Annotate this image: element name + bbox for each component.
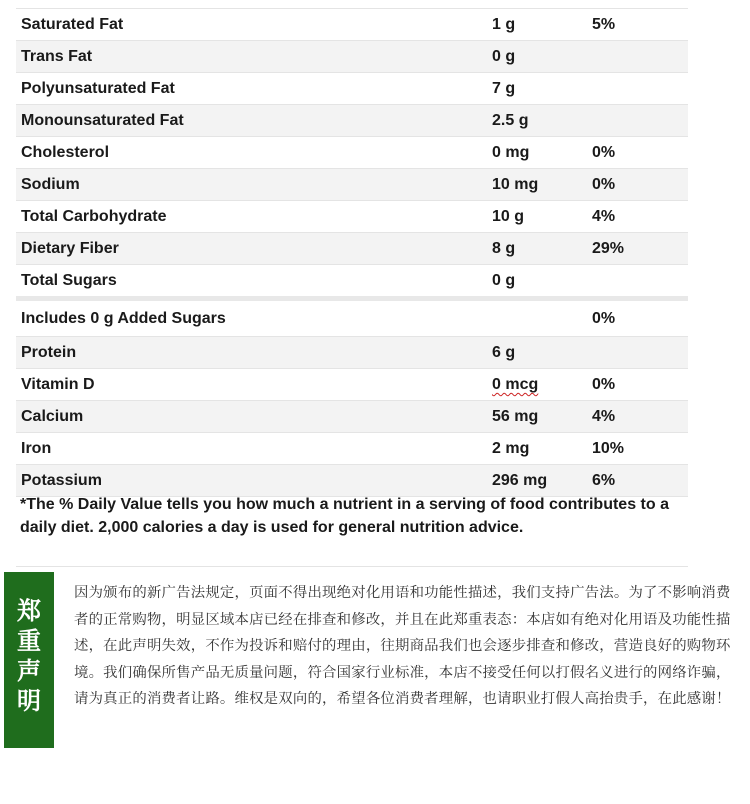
nutrient-name: Vitamin D	[21, 376, 95, 393]
nutrient-amount: 0 g	[492, 272, 516, 289]
table-row	[16, 201, 688, 233]
nutrient-daily-value: 4%	[592, 208, 616, 225]
table-row	[16, 105, 688, 137]
nutrient-amount: 10 mg	[492, 176, 539, 193]
table-row	[16, 265, 688, 301]
nutrient-daily-value: 0%	[592, 376, 616, 393]
table-row	[16, 337, 688, 369]
table-row	[16, 433, 688, 465]
table-row	[16, 41, 688, 73]
nutrient-amount: 1 g	[492, 16, 516, 33]
nutrient-amount: 296 mg	[492, 472, 548, 489]
table-row	[16, 301, 688, 337]
nutrient-name: Total Carbohydrate	[21, 208, 167, 225]
nutrient-daily-value: 10%	[592, 440, 625, 457]
table-row	[16, 465, 688, 497]
nutrient-amount: 0 mcg	[492, 376, 539, 393]
nutrient-amount: 2.5 g	[492, 112, 529, 129]
nutrient-name: Protein	[21, 344, 77, 361]
nutrient-name: Potassium	[21, 472, 102, 489]
nutrient-amount: 7 g	[492, 80, 516, 97]
notice-title: 郑 重 声 明	[17, 597, 41, 715]
table-row	[16, 233, 688, 265]
nutrient-daily-value: 0%	[592, 310, 616, 327]
nutrient-name: Monounsaturated Fat	[21, 112, 184, 129]
nutrient-name: Saturated Fat	[21, 16, 124, 33]
section-divider	[16, 566, 688, 567]
table-row	[16, 73, 688, 105]
nutrient-daily-value: 5%	[592, 16, 616, 33]
table-row	[16, 169, 688, 201]
nutrient-name: Calcium	[21, 408, 84, 425]
nutrient-name: Trans Fat	[21, 48, 93, 65]
notice-badge	[4, 572, 54, 748]
nutrient-amount: 0 g	[492, 48, 516, 65]
daily-value-footnote: *The % Daily Value tells you how much a nutrient in a serving of food contributes to a daily diet. 2,000 calories a day is used for general nutrition advice.	[20, 496, 669, 536]
nutrient-name: Total Sugars	[21, 272, 117, 289]
nutrient-amount: 0 mg	[492, 144, 530, 161]
nutrient-amount: 8 g	[492, 240, 516, 257]
nutrient-name: Polyunsaturated Fat	[21, 80, 175, 97]
nutrient-name: Dietary Fiber	[21, 240, 119, 257]
nutrient-amount: 10 g	[492, 208, 525, 225]
nutrient-amount: 56 mg	[492, 408, 539, 425]
nutrient-amount: 6 g	[492, 344, 516, 361]
nutrient-daily-value: 0%	[592, 176, 616, 193]
nutrient-name: Iron	[21, 440, 52, 457]
nutrient-name: Sodium	[21, 176, 80, 193]
nutrient-daily-value: 29%	[592, 240, 625, 257]
nutrient-amount: 2 mg	[492, 440, 530, 457]
nutrient-daily-value: 4%	[592, 408, 616, 425]
table-row	[16, 9, 688, 41]
table-row	[16, 369, 688, 401]
nutrition-table	[16, 8, 688, 497]
notice-text: 因为颁布的新广告法规定，页面不得出现绝对化用语和功能性描述，我们支持广告法。为了不影响消费者的正常购物，明显区域本店已经在排查和修改，并且在此郑重表态：本店如有绝对化用语及功能性描述，在此声明失效，不作为投诉和赔付的理由，往期商品我们也会逐步排查和修改，营造良好的购物环境。我们确保所售产品无质量问题，符合国家行业标准，本店不接受任何以打假名义进行的网络诈骗，请为真正的消费者让路。维权是双向的，希望各位消费者理解，也请职业打假人高抬贵手，在此感谢！	[74, 585, 731, 707]
nutrient-daily-value: 6%	[592, 472, 616, 489]
nutrient-name: Cholesterol	[21, 144, 110, 161]
table-row	[16, 401, 688, 433]
nutrient-name: Includes 0 g Added Sugars	[21, 310, 226, 327]
nutrient-daily-value: 0%	[592, 144, 616, 161]
table-row	[16, 137, 688, 169]
